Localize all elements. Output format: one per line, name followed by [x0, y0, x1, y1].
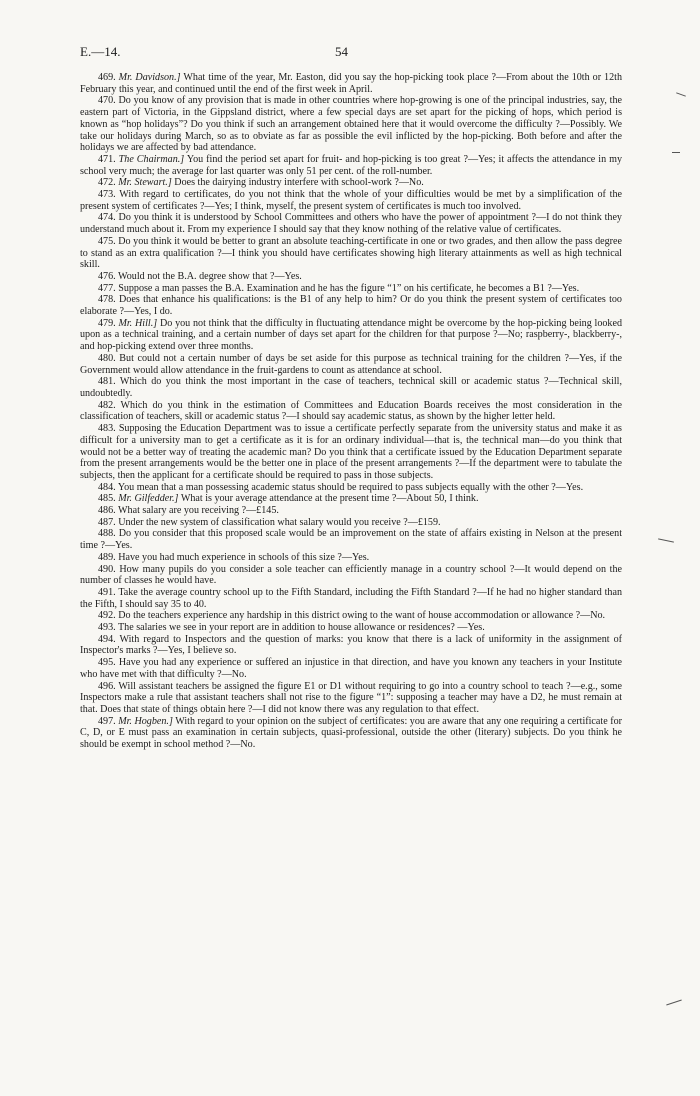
paragraph-text: Do the teachers experience any hardship in this district owing to the want of house accommodation or allowance ?—No. [118, 610, 606, 622]
paragraph-text: But could not a certain number of days be set aside for this purpose as technical training for the children ?—Yes, if the Government would allow attendance in the fruit-gardens to count as attendance at school. [80, 352, 622, 376]
testimony-paragraph [80, 657, 622, 680]
question-number: 483. [98, 423, 116, 435]
testimony-text [80, 72, 622, 751]
testimony-paragraph [80, 528, 622, 551]
question-number: 494. [98, 633, 116, 645]
question-number: 491. [98, 586, 116, 598]
testimony-paragraph [80, 294, 622, 317]
testimony-paragraph [80, 189, 622, 212]
question-number: 493. [98, 622, 116, 634]
testimony-paragraph [80, 493, 622, 505]
page-header [80, 44, 622, 62]
testimony-paragraph [80, 610, 622, 622]
testimony-paragraph [80, 154, 622, 177]
paragraph-text: Have you had much experience in schools of this size ?—Yes. [118, 551, 370, 563]
margin-mark [658, 538, 674, 542]
margin-mark [666, 1000, 682, 1006]
margin-mark [672, 152, 680, 153]
paragraph-text: Have you had any experience or suffered an injustice in that direction, and have you known any teachers in your Institute who have met with that difficulty ?—No. [80, 657, 622, 680]
paragraph-text: What salary are you receiving ?—£145. [118, 505, 279, 517]
question-number: 495. [98, 657, 116, 669]
paragraph-text: Which do you think the most important in the case of teachers, technical skill or academic status ?—Technical skill, undoubtedly. [80, 376, 623, 399]
testimony-paragraph [80, 634, 622, 657]
paragraph-text: Do you think it is understood by School Committees and others who have the power of appointment ?—I do not think they understand much about it. From my experience I should say that they know nothing of the relative value of certificates. [80, 212, 622, 236]
question-number: 470. [98, 95, 116, 107]
question-number: 487. [98, 516, 116, 528]
document-reference: E.—14. [80, 44, 121, 59]
testimony-paragraph [80, 177, 622, 189]
question-number: 482. [98, 399, 116, 411]
paragraph-text: Supposing the Education Department was to issue a certificate perfectly separate from the university status and make it as difficult for a university man to get a certificate as it is for an ordinary individual—that is, the technical man—do you think that would not be a better way of treating the academic man? Do you think that a certificate issued by the Education Department separate from the present arrangements would be the better one in place of the present arrangements ?—If the department were to tabulate the subjects, then the applicant for a certificate should be required to pass in those subjects. [80, 423, 622, 481]
testimony-paragraph [80, 271, 622, 283]
paragraph-text: Suppose a man passes the B.A. Examination and he has the figure “1” on his certificate, he becomes a B1 ?—Yes. [118, 282, 580, 294]
paragraph-text: What time of the year, Mr. Easton, did you say the hop-picking took place ?—From about the 10th or 12th February this year, and continued until the end of the first week in April. [80, 72, 623, 95]
question-number: 488. [98, 528, 116, 540]
testimony-paragraph [80, 95, 622, 154]
question-number: 486. [98, 505, 116, 517]
question-number: 481. [98, 376, 116, 388]
paragraph-text: What is your average attendance at the present time ?—About 50, I think. [178, 493, 479, 505]
paragraph-text: Does the dairying industry interfere with school-work ?—No. [171, 177, 424, 189]
paragraph-text: Do you know of any provision that is made in other countries where hop-growing is one of the principal industries, say, the eastern part of Victoria, in the Gippsland district, where a few special days are set apart for the picking of hops, which period is known as “hop holidays”? Do you think if such an arrangement obtained here that it would overcome the difficulty ?—Possibly. We take our holidays during March, so as to obviate as far as possible the evil inflicted by the hop-picking. Both before and after the holidays we are affected by bad attendance. [80, 95, 622, 154]
testimony-paragraph [80, 353, 622, 376]
testimony-paragraph [80, 376, 622, 399]
question-number: 473. [98, 189, 116, 201]
question-number: 478. [98, 294, 116, 306]
question-number: 484. [98, 481, 116, 493]
testimony-paragraph [80, 716, 622, 751]
paragraph-text: The salaries we see in your report are in addition to house allowance or residences? —Yes. [118, 622, 485, 634]
margin-mark [676, 92, 686, 96]
paragraph-text: Does that enhance his qualifications: is the B1 of any help to him? Or do you think the present system of certificates too elaborate ?—Yes, I do. [80, 294, 622, 318]
testimony-paragraph [80, 564, 622, 587]
paragraph-text: You mean that a man possessing academic status should be required to pass subjects equally with the other ?—Yes. [117, 481, 584, 493]
question-number: 471. [98, 153, 116, 165]
paragraph-text: With regard to Inspectors and the question of marks: you know that there is a lack of uniformity in the assignment of Inspector's marks ?—Yes, I believe so. [80, 633, 622, 657]
testimony-paragraph [80, 622, 622, 634]
testimony-paragraph [80, 423, 622, 482]
testimony-paragraph [80, 505, 622, 517]
question-number: 475. [98, 235, 116, 247]
testimony-paragraph [80, 283, 622, 295]
testimony-paragraph [80, 72, 622, 95]
speaker-name: Mr. Stewart.] [118, 177, 172, 189]
speaker-name: Mr. Davidson.] [118, 72, 181, 83]
testimony-paragraph [80, 517, 622, 529]
question-number: 489. [98, 551, 116, 563]
testimony-paragraph [80, 318, 622, 353]
testimony-paragraph [80, 212, 622, 235]
testimony-paragraph [80, 400, 622, 423]
question-number: 479. [98, 317, 116, 329]
paragraph-text: Under the new system of classification what salary would you receive ?—£159. [118, 516, 441, 528]
paragraph-text: Take the average country school up to the Fifth Standard, including the Fifth Standard ?—If he had no higher standard than the Fifth, I should say 35 to 40. [80, 586, 623, 610]
question-number: 492. [98, 610, 116, 622]
paragraph-text: Do you think it would be better to grant an absolute teaching-certificate in one or two grades, and then allow the pass degree to stand as an extra qualification ?—I think you should have certificates showing high literary attainments as well as high technical skill. [80, 235, 622, 271]
testimony-paragraph [80, 236, 622, 271]
testimony-paragraph [80, 587, 622, 610]
paragraph-text: You find the period set apart for fruit- and hop-picking is too great ?—Yes; it affects the attendance in my school very much; the average for last quarter was only 51 per cent. of the roll-number. [80, 153, 623, 177]
paragraph-text: With regard to certificates, do you not think that the whole of your difficulties would be met by a simplification of the present system of certificates ?—Yes; I think, myself, the present system of certificates is much too involved. [80, 189, 622, 212]
paragraph-text: Will assistant teachers be assigned the figure E1 or D1 without requiring to go into a country school to teach ?—e.g., some Inspectors make a rule that assistant teachers shall not rise to the figure “1”: supposing a teacher may have a D2, he must remain at that. Does that state of things obtain here ?—I did not know there was any regulation to that effect. [80, 680, 622, 715]
speaker-name: Mr. Gilfedder.] [118, 493, 179, 505]
question-number: 480. [98, 352, 116, 364]
speaker-name: Mr. Hill.] [118, 317, 158, 329]
speaker-name: The Chairman.] [118, 153, 185, 165]
question-number: 497. [98, 715, 116, 727]
testimony-paragraph [80, 482, 622, 494]
testimony-paragraph [80, 681, 622, 716]
question-number: 474. [98, 212, 116, 224]
speaker-name: Mr. Hogben.] [118, 715, 173, 727]
question-number: 485. [98, 493, 116, 505]
paragraph-text: Do you consider that this proposed scale would be an improvement on the state of affairs existing in Nelson at the present time ?—Yes. [80, 528, 622, 552]
question-number: 490. [98, 563, 116, 575]
paragraph-text: Would not the B.A. degree show that ?—Yes. [118, 270, 302, 282]
question-number: 472. [98, 177, 116, 189]
paragraph-text: How many pupils do you consider a sole teacher can efficiently manage in a country school ?—It would depend on the number of classes he would have. [80, 563, 623, 587]
paragraph-text: Do you not think that the difficulty in fluctuating attendance might be overcome by the hop-picking being looked upon as a technical training, and a certain number of days set apart for the children for that purpose ?—No; raspberry-, blackberry-, and hop-picking extend over three months. [80, 317, 623, 353]
page-number: 54 [335, 44, 348, 59]
question-number: 469. [98, 72, 116, 83]
paragraph-text: Which do you think in the estimation of Committees and Education Boards receives the most consideration in the classification of teachers, skill or academic status ?—I should say academic status, as shown by the higher letter held. [80, 399, 623, 423]
question-number: 477. [98, 282, 116, 294]
testimony-paragraph [80, 552, 622, 564]
question-number: 476. [98, 270, 116, 282]
question-number: 496. [98, 680, 116, 692]
paragraph-text: With regard to your opinion on the subject of certificates: you are aware that any one requiring a certificate for C, D, or E must pass an examination in certain subjects, quasi-professional, outside the other (literary) subjects. Do you think he should be exempt in school method ?—No. [80, 715, 622, 751]
